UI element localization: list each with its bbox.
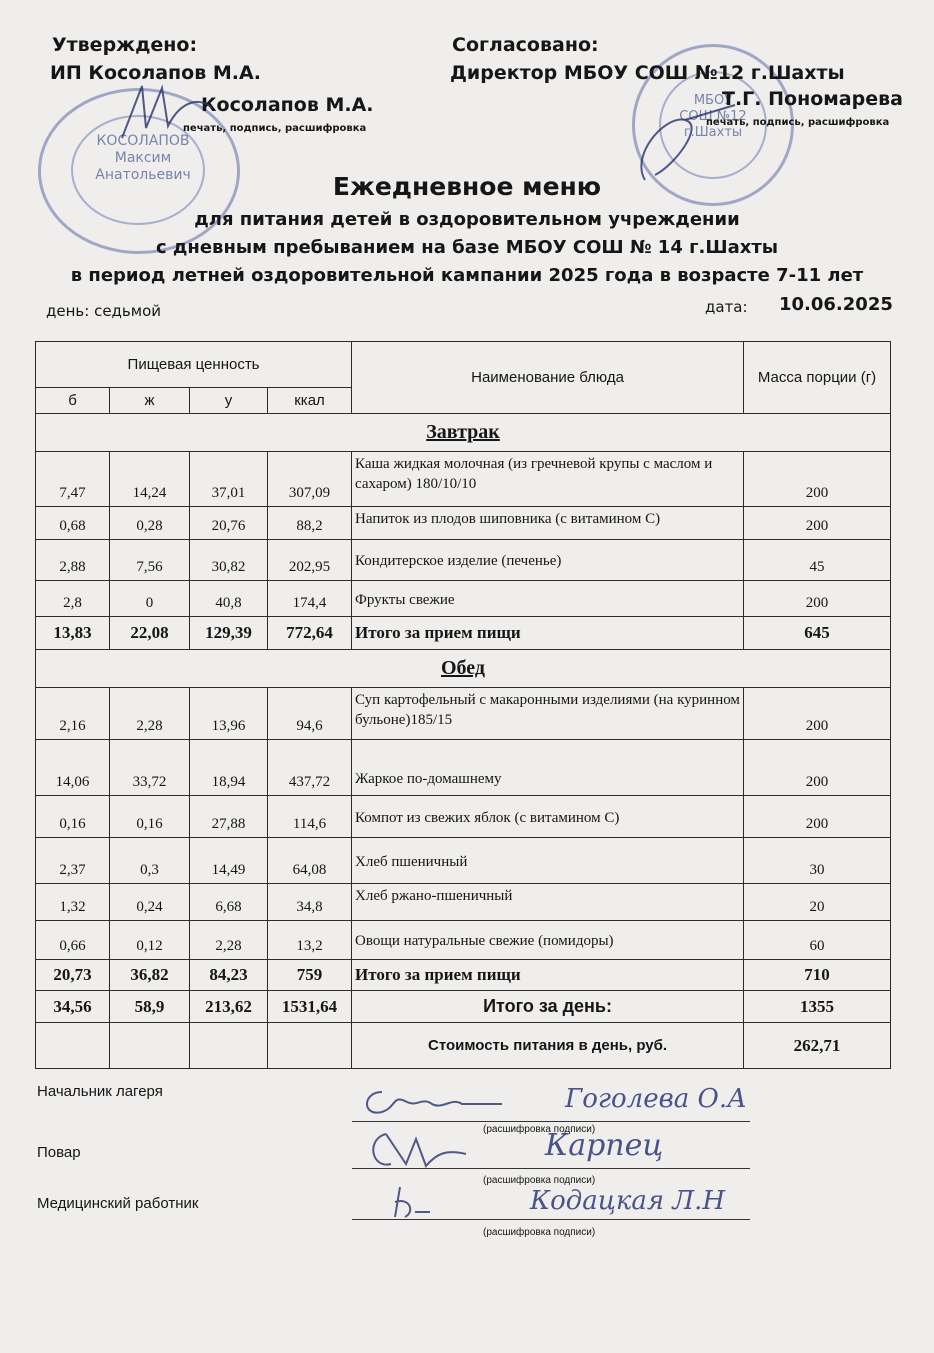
cell-dish: Жаркое по-домашнему — [352, 740, 744, 796]
agreed-name: Т.Г. Пономарева — [722, 88, 903, 110]
menu-table — [35, 341, 891, 1069]
table-row — [36, 507, 891, 540]
cell-protein: 0,68 — [36, 507, 110, 540]
day-total-mass: 1355 — [744, 991, 891, 1023]
total-carbs: 84,23 — [190, 960, 268, 991]
cell-kcal: 64,08 — [268, 838, 352, 884]
cell-protein: 2,8 — [36, 581, 110, 617]
cell-dish: Хлеб ржано-пшеничный — [352, 884, 744, 921]
cell-carbs: 18,94 — [190, 740, 268, 796]
col-protein: б — [36, 388, 110, 414]
cook-name: Карпец — [545, 1128, 664, 1163]
col-carbs: у — [190, 388, 268, 414]
col-fat: ж — [110, 388, 190, 414]
cell-protein: 2,88 — [36, 540, 110, 581]
medic-decode: (расшифровка подписи) — [483, 1227, 596, 1238]
total-kcal: 759 — [268, 960, 352, 991]
cell-carbs: 2,28 — [190, 921, 268, 960]
total-kcal: 772,64 — [268, 617, 352, 650]
stamp-left-line2: Максим — [114, 150, 172, 166]
total-fat: 36,82 — [110, 960, 190, 991]
approved-caption: печать, подпись, расшифровка — [183, 123, 367, 134]
col-kcal: ккал — [268, 388, 352, 414]
cost-value: 262,71 — [744, 1023, 891, 1069]
cell-fat: 0,28 — [110, 507, 190, 540]
camp-head-decode: (расшифровка подписи) — [483, 1124, 596, 1135]
cell-kcal: 94,6 — [268, 688, 352, 740]
empty-cell — [268, 1023, 352, 1069]
stamp-right-line3: г.Шахты — [683, 125, 743, 140]
cell-mass: 200 — [744, 452, 891, 507]
cell-protein: 2,16 — [36, 688, 110, 740]
dish-header: Наименование блюда — [352, 342, 744, 414]
cell-mass: 45 — [744, 540, 891, 581]
day-total-fat: 58,9 — [110, 991, 190, 1023]
cook-decode: (расшифровка подписи) — [483, 1175, 596, 1186]
table-row — [36, 838, 891, 884]
agreed-title: Согласовано: — [452, 34, 599, 56]
cell-carbs: 27,88 — [190, 796, 268, 838]
cell-mass: 200 — [744, 796, 891, 838]
cell-mass: 200 — [744, 581, 891, 617]
approved-title: Утверждено: — [52, 34, 198, 56]
total-protein: 13,83 — [36, 617, 110, 650]
cell-fat: 0 — [110, 581, 190, 617]
cook-label: Повар — [37, 1144, 81, 1161]
cell-protein: 7,47 — [36, 452, 110, 507]
date-value: 10.06.2025 — [779, 294, 893, 315]
cell-kcal: 114,6 — [268, 796, 352, 838]
empty-cell — [110, 1023, 190, 1069]
empty-cell — [190, 1023, 268, 1069]
cell-mass: 60 — [744, 921, 891, 960]
stamp-right-line2: СОШ №12 — [679, 109, 747, 124]
cell-kcal: 174,4 — [268, 581, 352, 617]
cell-mass: 200 — [744, 688, 891, 740]
day-total-protein: 34,56 — [36, 991, 110, 1023]
table-row — [36, 452, 891, 507]
cell-dish: Суп картофельный с макаронными изделиями (на куринном бульоне)185/15 — [352, 688, 744, 740]
cell-protein: 14,06 — [36, 740, 110, 796]
lunch-total-row — [36, 960, 891, 991]
cell-dish: Кондитерское изделие (печенье) — [352, 540, 744, 581]
empty-cell — [36, 1023, 110, 1069]
cell-fat: 7,56 — [110, 540, 190, 581]
cell-dish: Каша жидкая молочная (из гречневой крупы с маслом и сахаром) 180/10/10 — [352, 452, 744, 507]
total-protein: 20,73 — [36, 960, 110, 991]
total-label: Итого за прием пищи — [352, 617, 744, 650]
cell-mass: 20 — [744, 884, 891, 921]
table-row — [36, 796, 891, 838]
approved-org: ИП Косолапов М.А. — [50, 62, 261, 84]
cell-protein: 0,16 — [36, 796, 110, 838]
cost-row — [36, 1023, 891, 1069]
document-title: Ежедневное меню — [332, 172, 602, 201]
camp-head-label: Начальник лагеря — [37, 1083, 163, 1100]
table-row — [36, 581, 891, 617]
day-label: день: седьмой — [46, 302, 161, 320]
cell-fat: 2,28 — [110, 688, 190, 740]
cell-carbs: 13,96 — [190, 688, 268, 740]
cost-label: Стоимость питания в день, руб. — [352, 1023, 744, 1069]
cell-fat: 33,72 — [110, 740, 190, 796]
cell-mass: 30 — [744, 838, 891, 884]
approved-name: Косолапов М.А. — [201, 94, 374, 116]
cell-protein: 0,66 — [36, 921, 110, 960]
cell-fat: 0,24 — [110, 884, 190, 921]
approved-signature — [112, 78, 222, 148]
table-row — [36, 921, 891, 960]
total-mass: 645 — [744, 617, 891, 650]
cell-fat: 14,24 — [110, 452, 190, 507]
total-label: Итого за прием пищи — [352, 960, 744, 991]
cell-kcal: 437,72 — [268, 740, 352, 796]
cell-kcal: 88,2 — [268, 507, 352, 540]
cell-carbs: 37,01 — [190, 452, 268, 507]
cell-carbs: 30,82 — [190, 540, 268, 581]
lunch-section-title: Обед — [36, 650, 891, 688]
medic-label: Медицинский работник — [37, 1195, 199, 1212]
cell-kcal: 202,95 — [268, 540, 352, 581]
breakfast-section-title: Завтрак — [36, 414, 891, 452]
cell-mass: 200 — [744, 507, 891, 540]
cell-dish: Хлеб пшеничный — [352, 838, 744, 884]
cell-carbs: 14,49 — [190, 838, 268, 884]
cell-kcal: 307,09 — [268, 452, 352, 507]
cell-mass: 200 — [744, 740, 891, 796]
breakfast-total-row — [36, 617, 891, 650]
cell-kcal: 34,8 — [268, 884, 352, 921]
table-row — [36, 540, 891, 581]
day-total-kcal: 1531,64 — [268, 991, 352, 1023]
cell-fat: 0,3 — [110, 838, 190, 884]
stamp-left-line1: КОСОЛАПОВ — [96, 133, 190, 149]
title-line-1: для питания детей в оздоровительном учреждении — [194, 209, 740, 230]
title-line-3: в период летней оздоровительной кампании 2025 года в возрасте 7-11 лет — [70, 265, 864, 286]
cell-protein: 2,37 — [36, 838, 110, 884]
cell-fat: 0,12 — [110, 921, 190, 960]
cell-dish: Фрукты свежие — [352, 581, 744, 617]
cell-dish: Овощи натуральные свежие (помидоры) — [352, 921, 744, 960]
cell-carbs: 6,68 — [190, 884, 268, 921]
stamp-right-line1: МБОУ — [693, 93, 733, 108]
date-label: дата: — [705, 298, 748, 316]
cell-kcal: 13,2 — [268, 921, 352, 960]
total-fat: 22,08 — [110, 617, 190, 650]
cell-dish: Напиток из плодов шиповника (с витамином С) — [352, 507, 744, 540]
medic-name: Кодацкая Л.Н — [530, 1186, 726, 1216]
cell-dish: Компот из свежих яблок (с витамином С) — [352, 796, 744, 838]
agreed-caption: печать, подпись, расшифровка — [706, 117, 890, 128]
title-line-2: с дневным пребыванием на базе МБОУ СОШ № 14 г.Шахты — [155, 237, 779, 258]
camp-head-name: Гоголева О.А — [565, 1084, 747, 1114]
total-mass: 710 — [744, 960, 891, 991]
table-row — [36, 688, 891, 740]
camp-head-signature — [362, 1082, 512, 1122]
day-total-row — [36, 991, 891, 1023]
day-total-carbs: 213,62 — [190, 991, 268, 1023]
cell-protein: 1,32 — [36, 884, 110, 921]
nutrition-header: Пищевая ценность — [36, 342, 352, 388]
table-row — [36, 740, 891, 796]
total-carbs: 129,39 — [190, 617, 268, 650]
cell-carbs: 40,8 — [190, 581, 268, 617]
stamp-left-line3: Анатольевич — [95, 167, 191, 183]
cell-fat: 0,16 — [110, 796, 190, 838]
table-row — [36, 884, 891, 921]
mass-header: Масса порции (г) — [744, 342, 891, 414]
agreed-org: Директор МБОУ СОШ №12 г.Шахты — [450, 62, 845, 84]
cook-signature — [356, 1124, 486, 1174]
medic-signature — [380, 1182, 440, 1222]
cell-carbs: 20,76 — [190, 507, 268, 540]
day-total-label: Итого за день: — [352, 991, 744, 1023]
